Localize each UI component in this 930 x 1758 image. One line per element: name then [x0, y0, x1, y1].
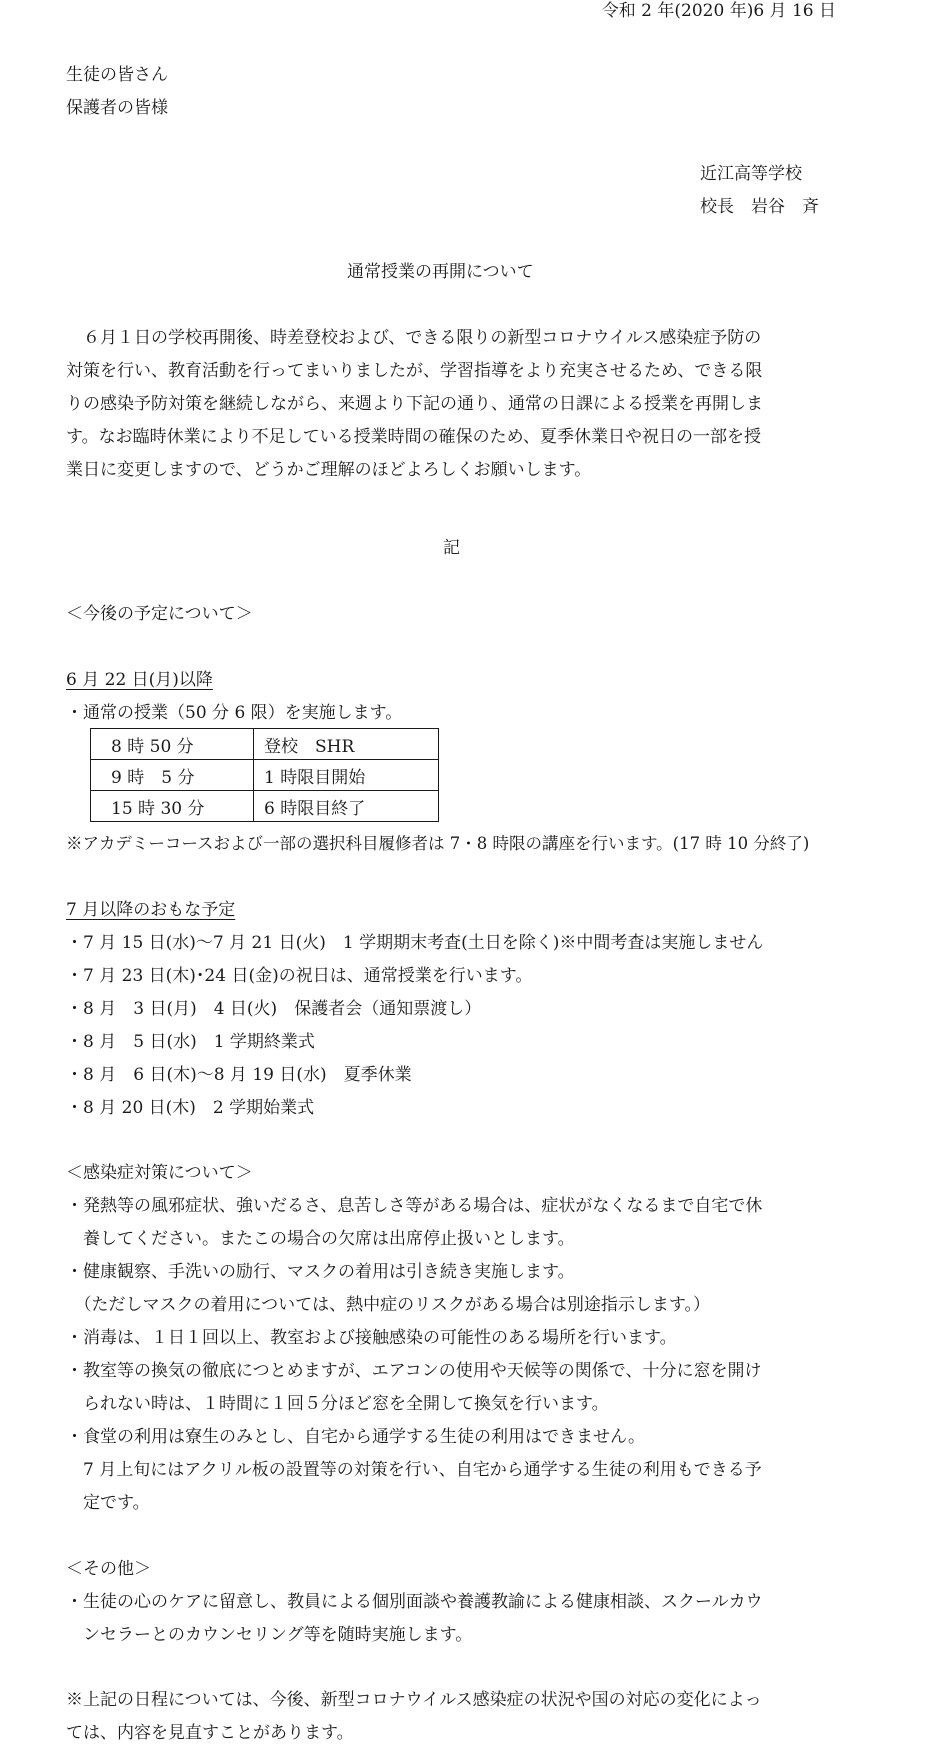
list-item: ・消毒は、１日１回以上、教室および接触感染の可能性のある場所を行います。	[66, 1328, 677, 1348]
ki-heading: 記	[443, 538, 460, 558]
document-date: 令和 2 年(2020 年)6 月 16 日	[601, 1, 836, 21]
list-item: ・教室等の換気の徹底につとめますが、エアコンの使用や天候等の関係で、十分に窓を開け	[66, 1361, 762, 1381]
list-item: ・7 月 23 日(木)･24 日(金)の祝日は、通常授業を行います。	[66, 966, 533, 986]
schedule-event: 6 時限目終了	[254, 791, 439, 822]
list-item: ・生徒の心のケアに留意し、教員による個別面談や養護教諭による健康相談、スクールカウ	[66, 1592, 763, 1612]
infection-heading: ＜感染症対策について＞	[66, 1163, 253, 1183]
schedule-heading: ＜今後の予定について＞	[66, 604, 253, 624]
june-note: ※アカデミーコースおよび一部の選択科目履修者は 7・8 時限の講座を行います。(17 時 10 分終了)	[66, 834, 810, 853]
table-row	[91, 791, 439, 822]
june-bullet: ・通常の授業（50 分 6 限）を実施します。	[66, 703, 403, 723]
table-row	[91, 760, 439, 791]
list-item: られない時は、１時間に１回５分ほど窓を全開して換気を行います。	[66, 1394, 609, 1414]
list-item: ・健康観察、手洗いの励行、マスクの着用は引き続き実施します。	[66, 1262, 575, 1282]
document-title: 通常授業の再開について	[347, 262, 534, 282]
schedule-event: 登校 SHR	[254, 729, 439, 760]
intro-line: す。なお臨時休業により不足している授業時間の確保のため、夏季休業日や祝日の一部を授	[66, 427, 761, 447]
list-item: ・発熱等の風邪症状、強いだるさ、息苦しさ等がある場合は、症状がなくなるまで自宅で休	[66, 1196, 763, 1216]
schedule-event: 1 時限目開始	[254, 760, 439, 791]
list-item: 養してください。またこの場合の欠席は出席停止扱いとします。	[66, 1229, 575, 1249]
footnote-line: ※上記の日程については、今後、新型コロナウイルス感染症の状況や国の対応の変化によっ	[66, 1690, 762, 1710]
sender-school: 近江高等学校	[700, 164, 802, 184]
list-item: ンセラーとのカウンセリング等を随時実施します。	[66, 1625, 473, 1645]
recipient-students: 生徒の皆さん	[66, 65, 168, 85]
july-heading: 7 月以降のおもな予定	[66, 900, 236, 920]
intro-line: 業日に変更しますので、どうかご理解のほどよろしくお願いします。	[66, 460, 592, 480]
list-item: 7 月上旬にはアクリル板の設置等の対策を行い、自宅から通学する生徒の利用もできる予	[66, 1460, 762, 1480]
footnote-line: ては、内容を見直すことがあります。	[66, 1723, 354, 1743]
schedule-time: 8 時 50 分	[91, 729, 254, 760]
list-item: ・8 月 3 日(月) 4 日(火) 保護者会（通知票渡し）	[66, 999, 482, 1019]
intro-line: 対策を行い、教育活動を行ってまいりましたが、学習指導をより充実させるため、できる限	[66, 361, 763, 381]
june-heading: 6 月 22 日(月)以降	[66, 670, 213, 690]
recipient-parents: 保護者の皆様	[66, 98, 168, 118]
list-item: ・食堂の利用は寮生のみとし、自宅から通学する生徒の利用はできません。	[66, 1427, 646, 1447]
schedule-time: 15 時 30 分	[91, 791, 254, 822]
list-item: ・8 月 6 日(木)～8 月 19 日(水) 夏季休業	[66, 1065, 412, 1085]
list-item: （ただしマスクの着用については、熱中症のリスクがある場合は別途指示します。）	[66, 1295, 710, 1315]
list-item: 定です。	[66, 1493, 150, 1513]
intro-line: ６月１日の学校再開後、時差登校および、できる限りの新型コロナウイルス感染症予防の	[66, 328, 762, 348]
intro-line: りの感染予防対策を継続しながら、来週より下記の通り、通常の日課による授業を再開しま	[66, 394, 763, 414]
daily-schedule-table	[90, 728, 439, 822]
list-item: ・8 月 20 日(木) 2 学期始業式	[66, 1098, 315, 1118]
schedule-time: 9 時 5 分	[91, 760, 254, 791]
sender-principal: 校長 岩谷 斉	[700, 197, 819, 217]
table-row	[91, 729, 439, 760]
other-heading: ＜その他＞	[66, 1559, 151, 1579]
list-item: ・8 月 5 日(水) 1 学期終業式	[66, 1032, 315, 1052]
list-item: ・7 月 15 日(水)～7 月 21 日(火) 1 学期期末考査(土日を除く)※中間考査は実施しません	[66, 933, 764, 953]
